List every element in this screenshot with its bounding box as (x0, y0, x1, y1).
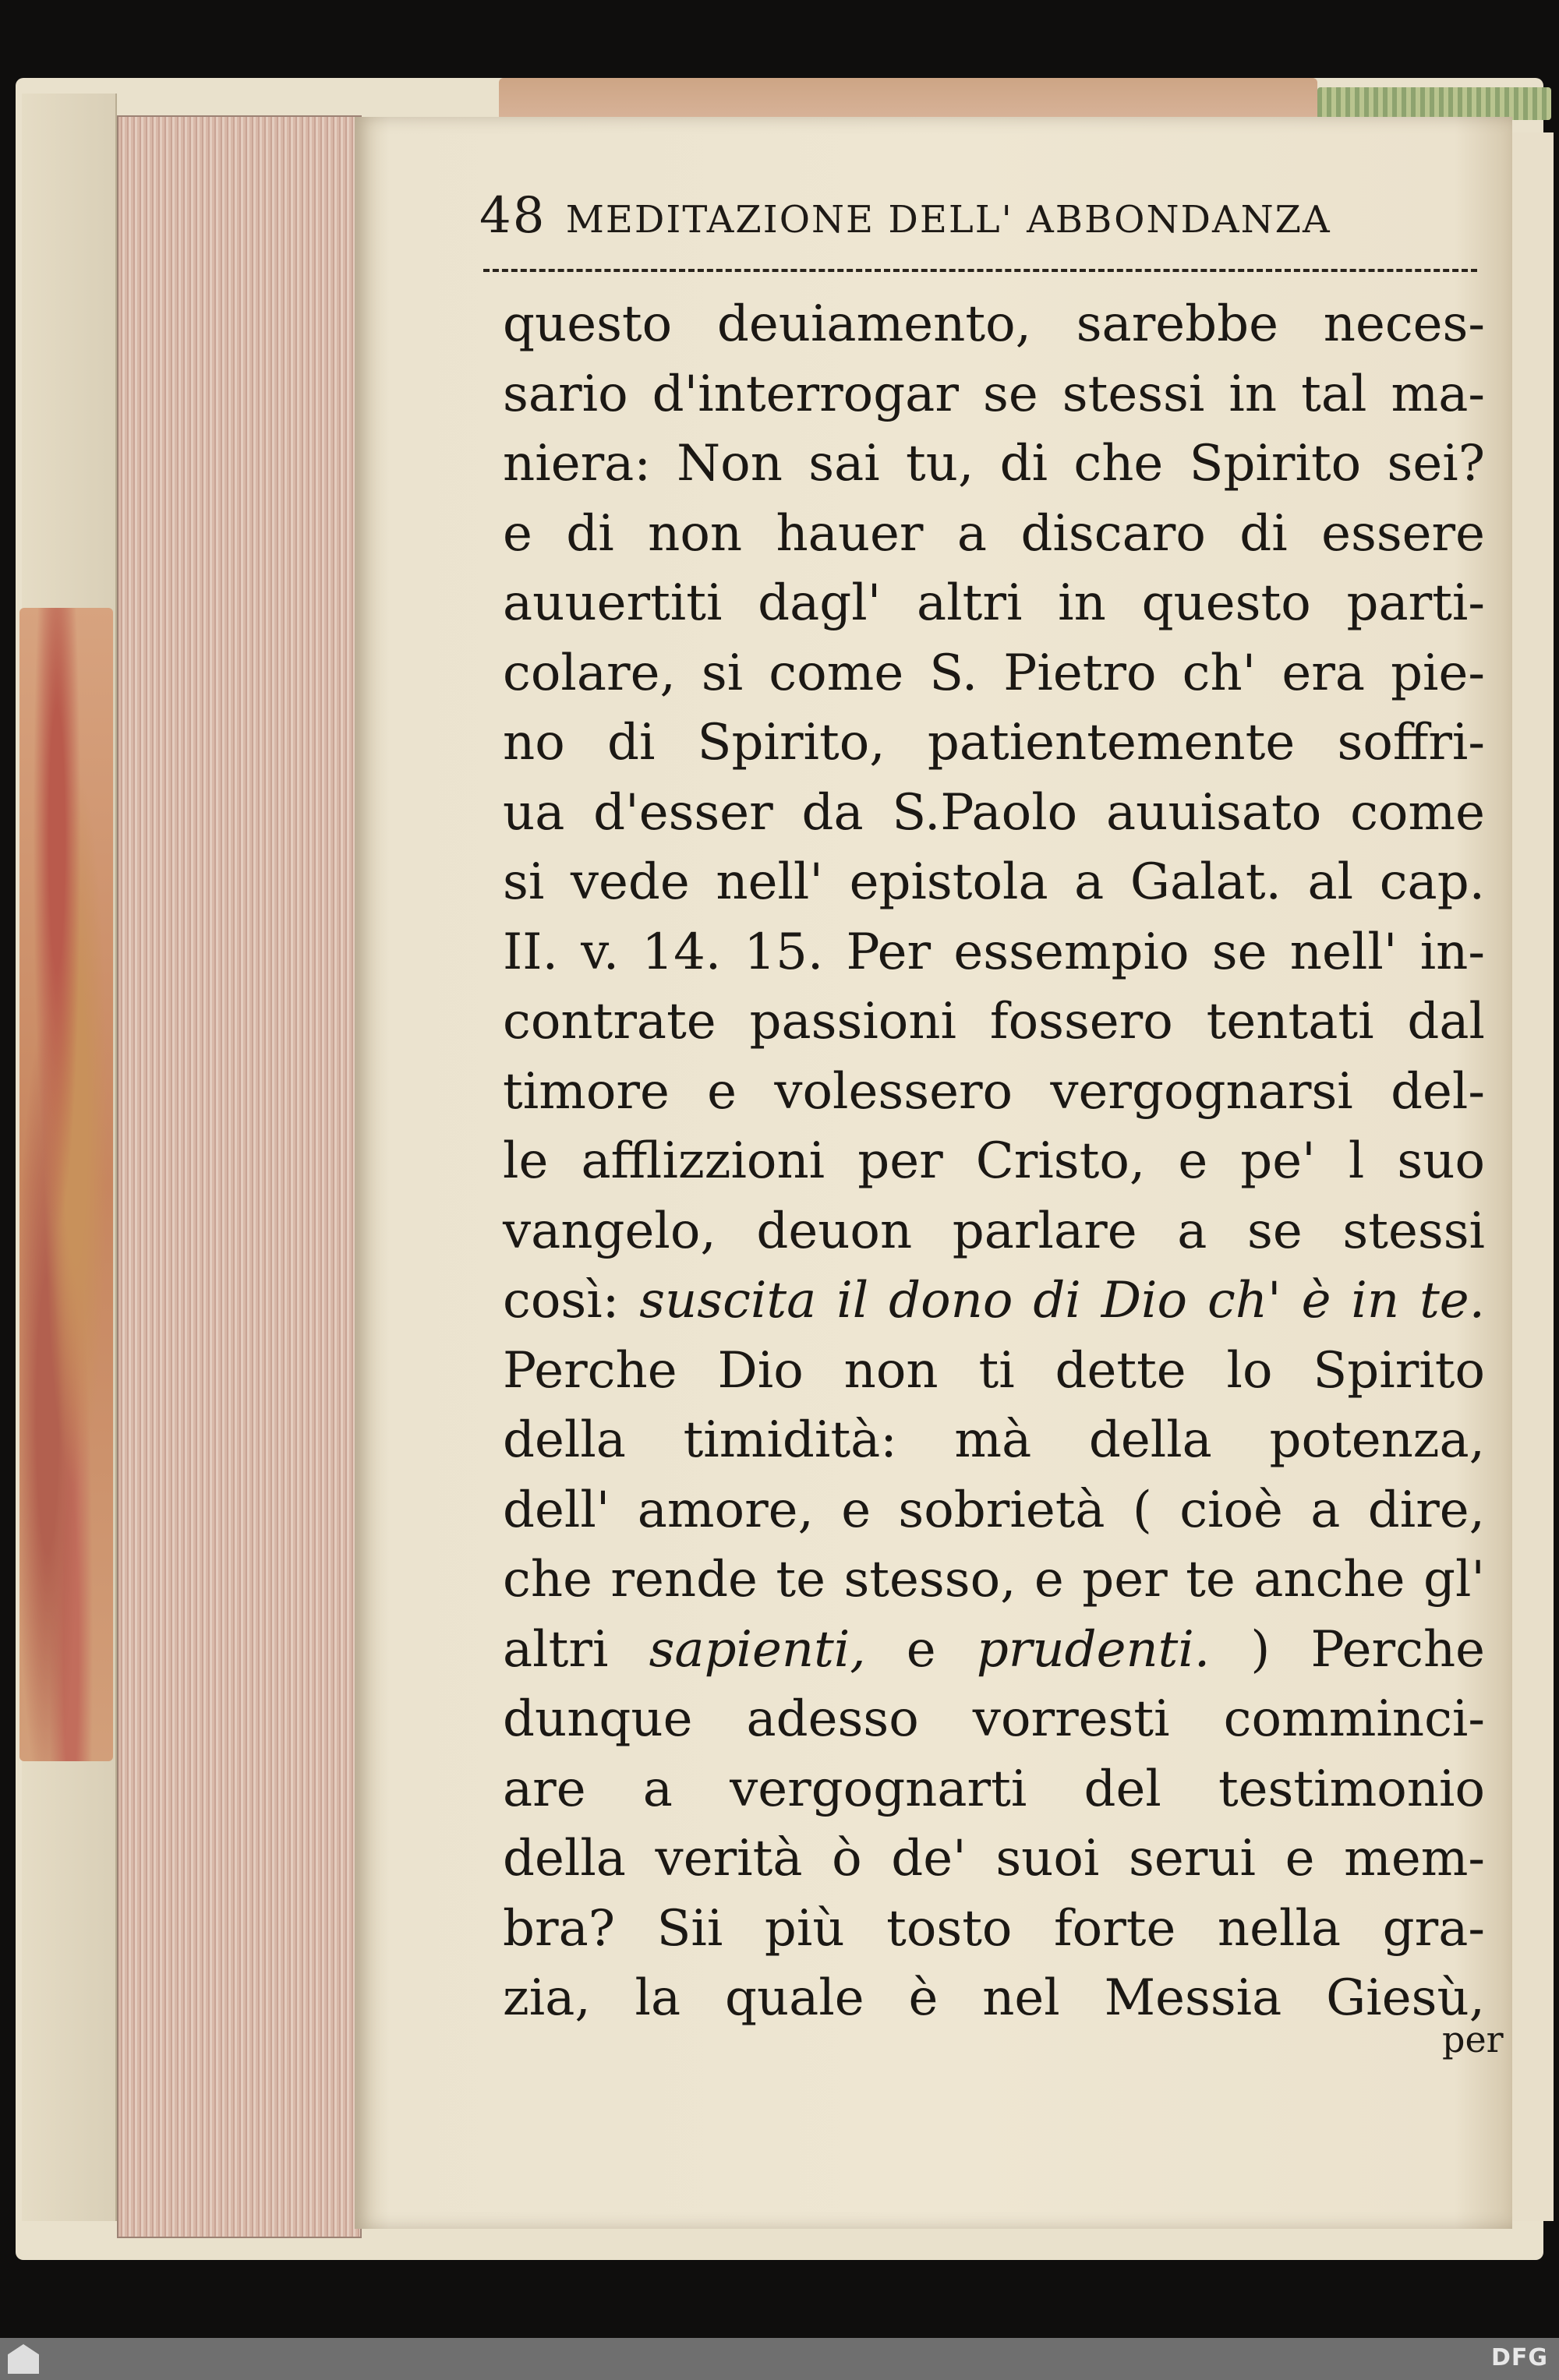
cover-green-trim (1317, 87, 1551, 120)
text-line: vangelo, deuon parlare a se stessi (503, 1202, 1485, 1260)
text-line: questo deuiamento, sarebbe neces- (503, 295, 1485, 353)
text-roman: altri (503, 1620, 609, 1679)
text-line: niera: Non sai tu, di che Spirito sei? (503, 435, 1485, 493)
text-line: no di Spirito, patientemente soffri- (503, 714, 1485, 772)
page-number: 48 (479, 187, 546, 245)
running-head-title: MEDITAZIONE DELL' ABBONDANZA (565, 198, 1331, 242)
text-line-mixed (503, 1616, 1485, 1686)
text-line: bra? Sii più tosto forte nella gra- (503, 1899, 1485, 1958)
page-body-text (503, 290, 1485, 2034)
text-line: auuertiti dagl' altri in questo parti- (503, 574, 1485, 632)
cover-top-edge (499, 78, 1317, 121)
text-roman: e (906, 1620, 936, 1679)
page-block-edges (117, 115, 362, 2238)
dfg-logo: DFG (1490, 2344, 1548, 2371)
text-italic: suscita il dono di Dio ch' è in te. (639, 1272, 1486, 1329)
text-line: sario d'interrogar se stessi in tal ma- (503, 365, 1485, 423)
header-rule (483, 269, 1477, 272)
text-line: II. v. 14. 15. Per essempio se nell' in- (503, 923, 1485, 981)
text-line: che rende te stesso, e per te anche gl' (503, 1551, 1485, 1608)
library-logo-icon (8, 2344, 39, 2374)
text-line: ua d'esser da S.Paolo auuisato come (503, 783, 1485, 842)
text-line: contrate passioni fossero tentati dal (503, 993, 1485, 1051)
facing-page-edge (1508, 132, 1554, 2221)
running-head (479, 187, 1477, 245)
text-line: colare, si come S. Pietro ch' era pie- (503, 644, 1485, 702)
text-line: Perche Dio non ti dette lo Spirito (503, 1341, 1485, 1400)
text-italic: prudenti. (976, 1620, 1211, 1679)
text-italic: sapienti, (649, 1620, 866, 1679)
catchword: per (1442, 2018, 1504, 2060)
text-line: si vede nell' epistola a Galat. al cap. (503, 853, 1485, 911)
text-roman: ) Perche (1250, 1620, 1486, 1679)
text-line: della timidità: mà della potenza, (503, 1411, 1485, 1469)
text-line: e di non hauer a discaro di essere (503, 504, 1485, 563)
text-line: timore e volessero vergognarsi del- (503, 1062, 1485, 1121)
text-roman: così: (503, 1272, 620, 1329)
text-line: dunque adesso vorresti comminci- (503, 1690, 1485, 1748)
text-line: zia, la quale è nel Messia Giesù, (503, 1969, 1485, 2027)
text-line-mixed (503, 1266, 1485, 1337)
text-line: della verità ò de' suoi serui e mem- (503, 1830, 1485, 1887)
text-line: dell' amore, e sobrietà ( cioè a dire, (503, 1481, 1485, 1539)
viewer-footer-bar (0, 2338, 1559, 2380)
text-line: are a vergognarti del testimonio (503, 1760, 1485, 1818)
marbled-endpaper (19, 608, 113, 1761)
text-line: le afflizzioni per Cristo, e pe' l suo (503, 1132, 1485, 1190)
